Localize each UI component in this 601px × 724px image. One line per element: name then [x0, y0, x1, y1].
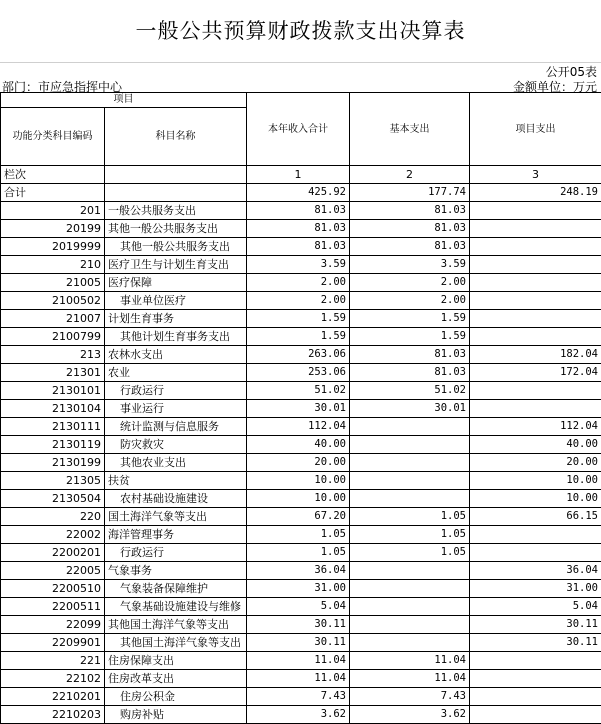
table-row	[1, 310, 601, 328]
row-name: 农村基础设施建设	[105, 490, 247, 508]
header-item-group: 项目	[1, 93, 247, 108]
col-index-1: 1	[247, 166, 350, 184]
row-project: 30.11	[470, 634, 601, 652]
row-total: 1.05	[247, 544, 350, 562]
row-project: 172.04	[470, 364, 601, 382]
report-title: 一般公共预算财政拨款支出决算表	[0, 0, 601, 62]
row-basic: 7.43	[350, 688, 470, 706]
row-basic: 1.59	[350, 310, 470, 328]
col-index-3: 3	[470, 166, 601, 184]
row-code: 2130119	[1, 436, 105, 454]
row-name: 其他计划生育事务支出	[105, 328, 247, 346]
row-total: 11.04	[247, 652, 350, 670]
row-code: 2130101	[1, 382, 105, 400]
row-basic: 3.62	[350, 706, 470, 724]
table-row	[1, 706, 601, 724]
col-index-label: 栏次	[1, 166, 105, 184]
row-basic	[350, 598, 470, 616]
row-project: 10.00	[470, 490, 601, 508]
row-total: 81.03	[247, 220, 350, 238]
row-code: 22002	[1, 526, 105, 544]
row-name: 行政运行	[105, 544, 247, 562]
row-basic: 81.03	[350, 364, 470, 382]
amount-unit-label: 金额单位：万元	[513, 78, 597, 95]
row-name: 行政运行	[105, 382, 247, 400]
row-total: 2.00	[247, 274, 350, 292]
header-project: 项目支出	[470, 93, 601, 166]
row-project: 5.04	[470, 598, 601, 616]
row-basic	[350, 616, 470, 634]
row-code: 21305	[1, 472, 105, 490]
row-total: 40.00	[247, 436, 350, 454]
row-name: 其他一般公共服务支出	[105, 220, 247, 238]
row-basic: 3.59	[350, 256, 470, 274]
row-code: 20199	[1, 220, 105, 238]
row-name: 农林水支出	[105, 346, 247, 364]
row-code: 201	[1, 202, 105, 220]
table-row	[1, 382, 601, 400]
table-row	[1, 346, 601, 364]
row-project	[470, 292, 601, 310]
table-row	[1, 526, 601, 544]
row-total: 112.04	[247, 418, 350, 436]
table-row	[1, 328, 601, 346]
row-name: 扶贫	[105, 472, 247, 490]
row-name: 其他农业支出	[105, 454, 247, 472]
row-code: 2100799	[1, 328, 105, 346]
row-name: 海洋管理事务	[105, 526, 247, 544]
header-total: 本年收入合计	[247, 93, 350, 166]
row-project	[470, 202, 601, 220]
table-row	[1, 202, 601, 220]
row-name: 国土海洋气象等支出	[105, 508, 247, 526]
row-total: 81.03	[247, 202, 350, 220]
row-basic	[350, 580, 470, 598]
row-name: 其他国土海洋气象等支出	[105, 616, 247, 634]
row-name: 统计监测与信息服务	[105, 418, 247, 436]
row-code: 2210203	[1, 706, 105, 724]
row-code: 2209901	[1, 634, 105, 652]
row-name: 医疗保障	[105, 274, 247, 292]
table-row	[1, 490, 601, 508]
row-total: 11.04	[247, 670, 350, 688]
col-index-blank	[105, 166, 247, 184]
row-basic: 81.03	[350, 220, 470, 238]
row-project	[470, 688, 601, 706]
row-code: 2200510	[1, 580, 105, 598]
row-total: 3.59	[247, 256, 350, 274]
expenditure-table	[0, 92, 601, 724]
row-project: 31.00	[470, 580, 601, 598]
table-row	[1, 454, 601, 472]
row-basic: 11.04	[350, 652, 470, 670]
row-code: 2130111	[1, 418, 105, 436]
row-basic	[350, 436, 470, 454]
row-total: 253.06	[247, 364, 350, 382]
row-name: 事业单位医疗	[105, 292, 247, 310]
table-row	[1, 688, 601, 706]
row-project: 30.11	[470, 616, 601, 634]
row-project: 182.04	[470, 346, 601, 364]
row-code: 2130104	[1, 400, 105, 418]
row-basic: 81.03	[350, 238, 470, 256]
row-code: 21007	[1, 310, 105, 328]
row-total: 30.11	[247, 634, 350, 652]
row-total: 7.43	[247, 688, 350, 706]
table-row	[1, 544, 601, 562]
table-row	[1, 292, 601, 310]
row-project: 66.15	[470, 508, 601, 526]
row-project	[470, 652, 601, 670]
row-basic: 51.02	[350, 382, 470, 400]
row-basic: 81.03	[350, 202, 470, 220]
row-project	[470, 382, 601, 400]
row-name: 其他一般公共服务支出	[105, 238, 247, 256]
total-label: 合计	[1, 184, 105, 202]
row-project	[470, 310, 601, 328]
table-row	[1, 634, 601, 652]
row-total: 10.00	[247, 472, 350, 490]
row-basic: 2.00	[350, 274, 470, 292]
row-basic: 81.03	[350, 346, 470, 364]
total-blank	[105, 184, 247, 202]
row-code: 2130199	[1, 454, 105, 472]
row-name: 气象装备保障维护	[105, 580, 247, 598]
row-project	[470, 220, 601, 238]
row-name: 农业	[105, 364, 247, 382]
row-project	[470, 544, 601, 562]
row-project	[470, 256, 601, 274]
header-name: 科目名称	[105, 108, 247, 166]
row-code: 2210201	[1, 688, 105, 706]
row-code: 22005	[1, 562, 105, 580]
table-row	[1, 436, 601, 454]
row-name: 气象基础设施建设与维修	[105, 598, 247, 616]
row-code: 21005	[1, 274, 105, 292]
row-code: 2019999	[1, 238, 105, 256]
row-total: 31.00	[247, 580, 350, 598]
row-total: 263.06	[247, 346, 350, 364]
row-total: 3.62	[247, 706, 350, 724]
row-project	[470, 274, 601, 292]
department-label: 部门：市应急指挥中心	[2, 78, 122, 95]
row-project: 10.00	[470, 472, 601, 490]
row-total: 1.05	[247, 526, 350, 544]
row-name: 购房补贴	[105, 706, 247, 724]
row-total: 30.11	[247, 616, 350, 634]
table-row	[1, 256, 601, 274]
row-project: 36.04	[470, 562, 601, 580]
table-row	[1, 670, 601, 688]
row-basic: 30.01	[350, 400, 470, 418]
header-basic: 基本支出	[350, 93, 470, 166]
row-project	[470, 706, 601, 724]
table-row	[1, 274, 601, 292]
row-project: 112.04	[470, 418, 601, 436]
row-name: 住房公积金	[105, 688, 247, 706]
row-basic: 1.59	[350, 328, 470, 346]
row-name: 气象事务	[105, 562, 247, 580]
row-code: 2200511	[1, 598, 105, 616]
row-project	[470, 400, 601, 418]
row-total: 81.03	[247, 238, 350, 256]
row-code: 213	[1, 346, 105, 364]
row-code: 220	[1, 508, 105, 526]
row-code: 2130504	[1, 490, 105, 508]
row-basic	[350, 562, 470, 580]
row-total: 5.04	[247, 598, 350, 616]
total-basic: 177.74	[350, 184, 470, 202]
row-name: 一般公共服务支出	[105, 202, 247, 220]
row-basic	[350, 634, 470, 652]
row-project: 20.00	[470, 454, 601, 472]
row-basic: 1.05	[350, 508, 470, 526]
table-row	[1, 598, 601, 616]
divider	[0, 62, 601, 63]
row-name: 住房保障支出	[105, 652, 247, 670]
row-basic	[350, 490, 470, 508]
row-code: 2200201	[1, 544, 105, 562]
row-name: 事业运行	[105, 400, 247, 418]
row-project	[470, 238, 601, 256]
row-code: 22102	[1, 670, 105, 688]
row-basic	[350, 472, 470, 490]
row-code: 2100502	[1, 292, 105, 310]
row-name: 计划生育事务	[105, 310, 247, 328]
table-row	[1, 472, 601, 490]
table-row	[1, 238, 601, 256]
row-name: 住房改革支出	[105, 670, 247, 688]
row-project	[470, 328, 601, 346]
row-total: 67.20	[247, 508, 350, 526]
row-project	[470, 670, 601, 688]
row-code: 210	[1, 256, 105, 274]
total-project: 248.19	[470, 184, 601, 202]
header-code: 功能分类科目编码	[1, 108, 105, 166]
table-row	[1, 580, 601, 598]
row-basic	[350, 418, 470, 436]
row-total: 10.00	[247, 490, 350, 508]
table-row	[1, 616, 601, 634]
table-row	[1, 418, 601, 436]
row-total: 1.59	[247, 328, 350, 346]
row-basic: 2.00	[350, 292, 470, 310]
row-code: 22099	[1, 616, 105, 634]
row-project: 40.00	[470, 436, 601, 454]
row-basic	[350, 454, 470, 472]
row-total: 36.04	[247, 562, 350, 580]
table-row	[1, 364, 601, 382]
form-code: 公开05表	[546, 63, 597, 80]
row-total: 30.01	[247, 400, 350, 418]
row-name: 医疗卫生与计划生育支出	[105, 256, 247, 274]
row-total: 1.59	[247, 310, 350, 328]
row-basic: 1.05	[350, 544, 470, 562]
table-row	[1, 400, 601, 418]
row-total: 20.00	[247, 454, 350, 472]
row-basic: 1.05	[350, 526, 470, 544]
table-row	[1, 508, 601, 526]
row-name: 其他国土海洋气象等支出	[105, 634, 247, 652]
row-code: 21301	[1, 364, 105, 382]
row-project	[470, 526, 601, 544]
row-code: 221	[1, 652, 105, 670]
row-basic: 11.04	[350, 670, 470, 688]
total-amount: 425.92	[247, 184, 350, 202]
row-total: 51.02	[247, 382, 350, 400]
table-row	[1, 220, 601, 238]
row-total: 2.00	[247, 292, 350, 310]
col-index-2: 2	[350, 166, 470, 184]
row-name: 防灾救灾	[105, 436, 247, 454]
table-row	[1, 562, 601, 580]
table-row	[1, 652, 601, 670]
